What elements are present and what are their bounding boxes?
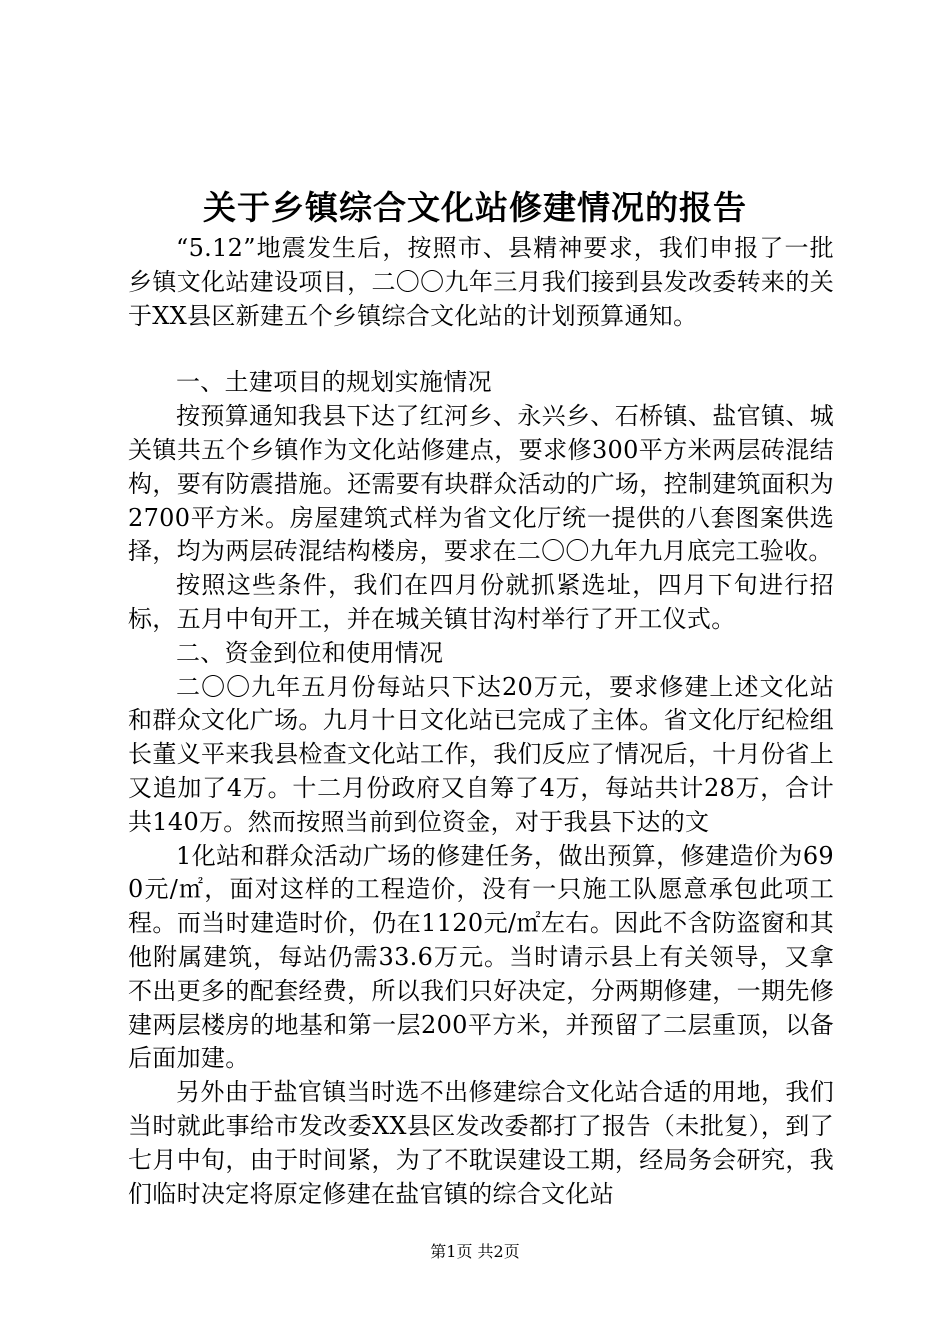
section-heading-funding: 二、资金到位和使用情况 (176, 638, 444, 667)
section-heading-construction: 一、土建项目的规划实施情况 (176, 368, 492, 397)
paragraph-intro: “5.12”地震发生后，按照市、县精神要求，我们申报了一批乡镇文化站建设项目，二〇〇九年三月我们接到县发改委转来的关于XX县区新建五个乡镇综合文化站的计划预算通知。 (128, 234, 834, 330)
paragraph-spacer (128, 333, 834, 366)
paragraph-yanguan-site: 另外由于盐官镇当时选不出修建综合文化站合适的用地，我们当时就此事给市发改委XX县区发改委都打了报告（未批复），到了七月中旬，由于时间紧，为了不耽误建设工期，经局务会研究，我们临时决定将原定修建在盐官镇的综合文化站 (128, 1078, 834, 1208)
paragraph-funding: 二〇〇九年五月份每站只下达20万元，要求修建上述文化站和群众文化广场。九月十日文化站已完成了主体。省文化厅纪检组长董义平来我县检查文化站工作，我们反应了情况后，十月份省上又追加了4万。十二月份政府又自筹了4万，每站共计28万，合计共140万。然而按照当前到位资金，对于我县下达的文 (128, 672, 834, 836)
document-body (128, 232, 834, 1211)
paragraph-cost-estimate: 1化站和群众活动广场的修建任务，做出预算，修建造价为690元/㎡，面对这样的工程造价，没有一只施工队愿意承包此项工程。而当时建造时价，仍在1120元/㎡左右。因此不含防盗窗和其他附属建筑，每站仍需33.6万元。当时请示县上有关领导，又拿不出更多的配套经费，所以我们只好决定，分两期修建，一期先修建两层楼房的地基和第一层200平方米，并预留了二层重顶，以备后面加建。 (128, 841, 834, 1073)
page-footer: 第1页 共2页 (430, 1242, 520, 1261)
paragraph-site-selection: 按照这些条件，我们在四月份就抓紧选址，四月下旬进行招标，五月中旬开工，并在城关镇甘沟村举行了开工仪式。 (128, 571, 834, 633)
document-title: 关于乡镇综合文化站修建情况的报告 (203, 188, 747, 227)
paragraph-construction-plan: 按预算通知我县下达了红河乡、永兴乡、石桥镇、盐官镇、城关镇共五个乡镇作为文化站修建点，要求修300平方米两层砖混结构，要有防震措施。还需要有块群众活动的广场，控制建筑面积为2700平方米。房屋建筑式样为省文化厅统一提供的八套图案供选择，均为两层砖混结构楼房，要求在二〇〇九年九月底完工验收。 (128, 402, 834, 566)
